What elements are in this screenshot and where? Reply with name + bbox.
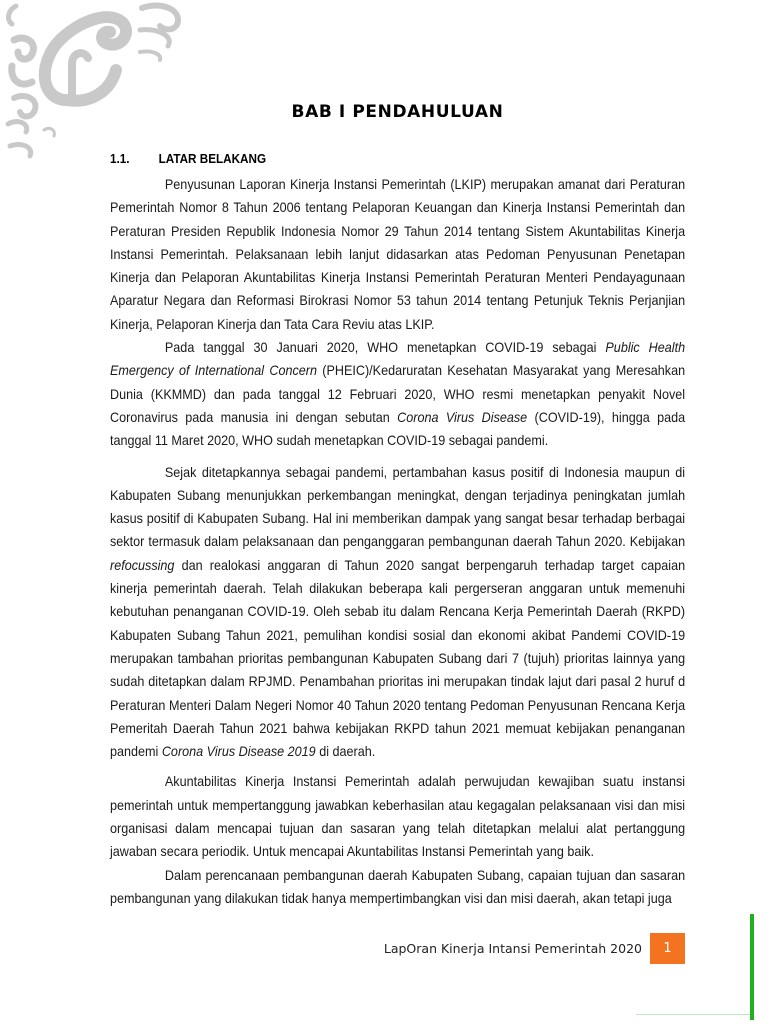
footer-label: LapOran Kinerja Intansi Pemerintah 2020 xyxy=(383,941,642,956)
text-run: Dalam perencanaan pembangunan daerah Kabupaten Subang, capaian tujuan dan sasaran pembangunan yang dilakukan tidak hanya mempertimbangkan visi dan misi daerah, akan tetapi juga xyxy=(110,866,686,906)
text-run: (PHEIC)/Kedaruratan Kesehatan Masyarakat yang Meresahkan Dunia (KKMMD) dan pada tanggal 12 Februari 2020, WHO resmi menetapkan penyakit Novel Coronavirus pada manusia ini dengan sebutan xyxy=(110,362,686,425)
paragraph xyxy=(110,770,685,863)
paragraph xyxy=(110,461,685,764)
italic-term: Corona Virus Disease xyxy=(397,408,528,425)
chapter-title: BAB I PENDAHULUAN xyxy=(291,102,504,122)
text-run: Penyusunan Laporan Kinerja Instansi Pemerintah (LKIP) merupakan amanat dari Peraturan Pemerintah Nomor 8 Tahun 2006 tentang Pelaporan Keuangan dan Kinerja Instansi Pemerintah dan Peraturan Presiden Republik Indonesia Nomor 29 Tahun 2014 tentang Sistem Akuntabilitas Kinerja Instansi Pemerintah. Pelaksanaan lebih lanjut didasarkan atas Pedoman Penyusunan Penetapan Kinerja dan Pelaporan Akuntabilitas Kinerja Instansi Pemerintah Peraturan Menteri Pendayagunaan Aparatur Negara dan Reformasi Birokrasi Nomor 53 tahun 2014 tentang Petunjuk Teknis Perjanjian Kinerja, Pelaporan Kinerja dan Tata Cara Reviu atas LKIP. xyxy=(110,176,686,332)
page-number-badge: 1 xyxy=(650,933,685,964)
text-run: Sejak ditetapkannya sebagai pandemi, pertambahan kasus positif di Indonesia maupun di Kabupaten Subang menunjukkan perkembangan meningkat, dengan terjadinya peningkatan jumlah kasus positif di Kabupaten Subang. Hal ini memberikan dampak yang sangat besar terhadap berbagai sektor termasuk dalam pelaksanaan dan penganggaran pembangunan daerah Tahun 2020. Kebijakan xyxy=(110,463,686,550)
text-run: dan realokasi anggaran di Tahun 2020 sangat berpengaruh terhadap target capaian kinerja pemerintah daerah. Telah dilakukan beberapa kali pergerseran anggaran untuk memenuhi kebutuhan penanganan COVID-19. Oleh sebab itu dalam Rencana Kerja Pemerintah Daerah (RKPD) Kabupaten Subang Tahun 2021, pemulihan kondisi sosial dan ekonomi akibat Pandemi COVID-19 merupakan tambahan prioritas pembangunan Kabupaten Subang dari 7 (tujuh) prioritas lainnya yang sudah ditetapkan dalam RPJMD. Penambahan prioritas ini merupakan tindak lajut dari pasal 2 huruf d Peraturan Menteri Dalam Negeri Nomor 40 Tahun 2020 tentang Pedoman Penyusunan Rencana Kerja Pemeritah Daerah Tahun 2021 bahwa kebijakan RKPD tahun 2021 memuat kebijakan penanganan pandemi xyxy=(110,556,686,760)
section-number: 1.1. xyxy=(110,151,130,166)
accent-line xyxy=(636,1014,750,1015)
section-title: LATAR BELAKANG xyxy=(158,151,267,166)
italic-term: Corona Virus Disease 2019 xyxy=(161,743,316,760)
accent-bar xyxy=(750,914,754,1020)
text-run: di daerah. xyxy=(315,743,376,760)
italic-term: refocussing xyxy=(110,556,175,573)
text-run: Pada tanggal 30 Januari 2020, WHO menetapkan COVID-19 sebagai xyxy=(164,339,606,356)
batik-ornament-icon xyxy=(0,0,190,170)
text-run: (COVID-19), hingga pada tanggal 11 Maret 2020, WHO sudah menetapkan COVID-19 sebagai pandemi. xyxy=(110,408,686,449)
paragraph xyxy=(110,336,685,452)
text-run: Akuntabilitas Kinerja Instansi Pemerintah adalah perwujudan kewajiban suatu instansi pemerintah untuk mempertanggung jawabkan keberhasilan atau kegagalan pelaksanaan visi dan misi organisasi dalam mencapai tujuan dan sasaran yang telah ditetapkan melalui alat pertanggung jawaban secara periodik. Untuk mencapai Akuntabilitas Instansi Pemerintah yang baik. xyxy=(110,773,686,860)
italic-term: Public Health Emergency of International Concern xyxy=(110,339,686,379)
page-footer xyxy=(110,933,685,964)
paragraph xyxy=(110,864,685,911)
section-heading xyxy=(110,151,628,166)
paragraph xyxy=(110,173,685,336)
body-text xyxy=(110,173,685,910)
